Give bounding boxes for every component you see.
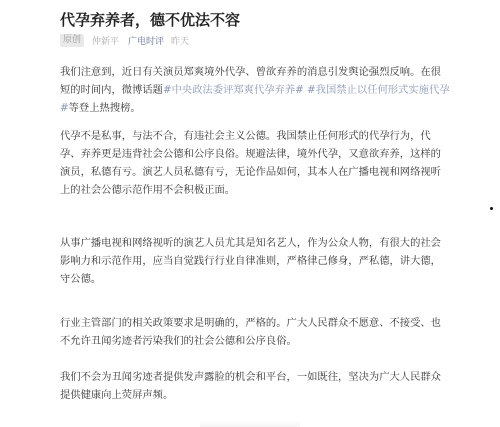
paragraph-line (60, 234, 440, 252)
text-run: 行业主管部门的相关政策要求是明确的，严格的。广大人民群众不愿意、不接受、也 (60, 317, 441, 329)
text-run: 我们注意到，近日有关演员郑爽境外代孕、曾欲弃养的消息引发舆论强烈反响。在很 (60, 66, 441, 78)
text-run: 演员，私德有亏。演艺人员私德有亏，无论作品如何，其本人在广播电视和网络视听 (60, 166, 441, 178)
text-run: 不允许丑闻劣迹者污染我们的社会公德和公序良俗。 (60, 335, 297, 347)
publish-date: 昨天 (171, 36, 190, 47)
text-run: 提供健康向上荧屏声频。 (60, 389, 174, 401)
text-run: 守公德。 (60, 273, 102, 285)
text-run: 短的时间内，微博话题 (60, 84, 163, 96)
hashtag-link[interactable]: #中央政法委评郑爽代孕弃养# #我国禁止以任何形式实施代孕 (162, 84, 450, 96)
paragraph-1 (60, 63, 450, 117)
author-name: 仲新平 (92, 36, 120, 47)
text-run: 我们不会为丑闻劣迹者提供发声露脸的机会和平台，一如既往，坚决为广大人民群众 (60, 371, 441, 383)
paragraph-line (60, 63, 440, 81)
text-run: 等登上热搜榜。 (68, 102, 141, 114)
paragraph-line (60, 314, 440, 332)
paragraph-line (60, 81, 450, 99)
text-run: 代孕不是私事，与法不合，有违社会主义公德。我国禁止任何形式的代孕行为，代 (60, 130, 431, 142)
article-meta (60, 33, 189, 47)
article-title: 代孕弃养者，德不优法不容 (60, 11, 241, 29)
paragraph-3 (60, 234, 440, 288)
hashtag-link[interactable]: # (60, 102, 69, 114)
paragraph-line (60, 270, 440, 288)
text-run: 从事广播电视和网络视听的演艺人员尤其是知名艺人，作为公众人物，有很大的社会 (60, 237, 441, 249)
paragraph-4 (60, 314, 440, 350)
paragraph-5 (60, 368, 440, 404)
account-link[interactable]: 广电时评 (128, 36, 165, 47)
paragraph-line (60, 386, 440, 404)
paragraph-line (60, 252, 440, 270)
paragraph-line (60, 163, 440, 181)
scroll-indicator (490, 207, 493, 210)
paragraph-line (60, 99, 440, 117)
original-tag: 原创 (60, 34, 84, 47)
next-paragraph-edge (200, 420, 300, 427)
text-run: 孕、弃养更是违背社会公德和公序良俗。规避法律，境外代孕，又意欲弃养，这样的 (60, 148, 441, 160)
paragraph-line (60, 145, 440, 163)
paragraph-line (60, 181, 440, 199)
text-run: 影响力和示范作用，应当自觉践行行业自律准则，严格律己修身，严私德，讲大德， (60, 255, 441, 267)
paragraph-line (60, 332, 440, 350)
paragraph-2 (60, 127, 440, 199)
text-run: 上的社会公德示范作用不会积极正面。 (60, 184, 236, 196)
paragraph-line (60, 127, 440, 145)
paragraph-line (60, 368, 440, 386)
